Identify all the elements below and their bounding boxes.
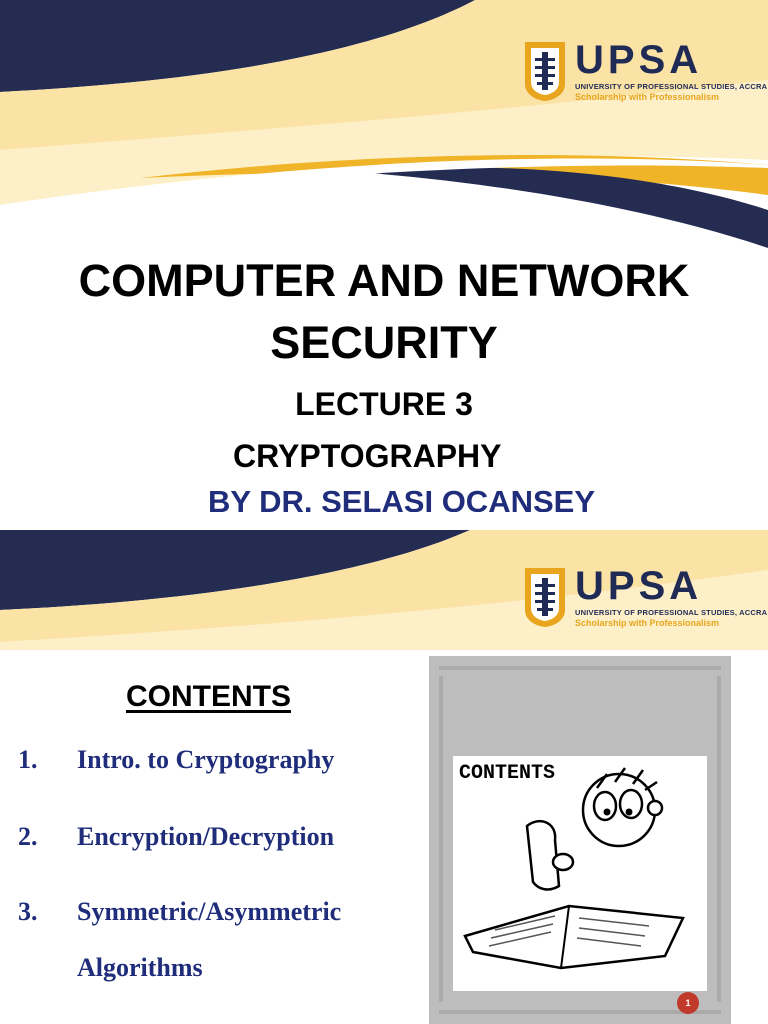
logo-full-name: UNIVERSITY OF PROFESSIONAL STUDIES, ACCRA xyxy=(575,82,768,91)
logo-name: UPSA xyxy=(575,564,703,608)
list-item-text: Encryption/Decryption xyxy=(77,822,335,851)
list-item-number: 1. xyxy=(18,745,38,774)
course-title xyxy=(0,250,768,374)
list-item-number: 2. xyxy=(18,822,38,851)
logo-motto: Scholarship with Professionalism xyxy=(575,618,720,628)
list-item xyxy=(18,745,417,788)
list-item-text: Symmetric/Asymmetric Algorithms xyxy=(77,897,342,982)
upsa-crest-icon xyxy=(523,566,567,628)
upsa-logo xyxy=(523,566,767,628)
course-title-line1: COMPUTER AND NETWORK xyxy=(78,255,690,306)
illustration-label: CONTENTS xyxy=(459,762,556,785)
logo-motto: Scholarship with Professionalism xyxy=(575,92,720,102)
upsa-logo xyxy=(523,40,767,102)
contents-illustration xyxy=(429,656,731,1024)
contents-slide xyxy=(0,530,768,1024)
contents-list xyxy=(18,745,417,1024)
list-item-number: 3. xyxy=(18,897,38,926)
lecture-topic: CRYPTOGRAPHY xyxy=(233,438,502,474)
author-name: BY DR. SELASI OCANSEY xyxy=(208,484,596,512)
list-item-text: Intro. to Cryptography xyxy=(77,745,335,774)
logo-full-name: UNIVERSITY OF PROFESSIONAL STUDIES, ACCRA xyxy=(575,608,768,617)
contents-heading: CONTENTS xyxy=(126,680,291,713)
course-title-line2: SECURITY xyxy=(270,317,498,368)
upsa-crest-icon xyxy=(523,40,567,102)
lecture-number: LECTURE 3 xyxy=(295,386,473,422)
page-number-badge: 1 xyxy=(677,992,699,1014)
logo-name: UPSA xyxy=(575,38,703,82)
list-item xyxy=(18,822,417,865)
list-item xyxy=(18,897,417,996)
